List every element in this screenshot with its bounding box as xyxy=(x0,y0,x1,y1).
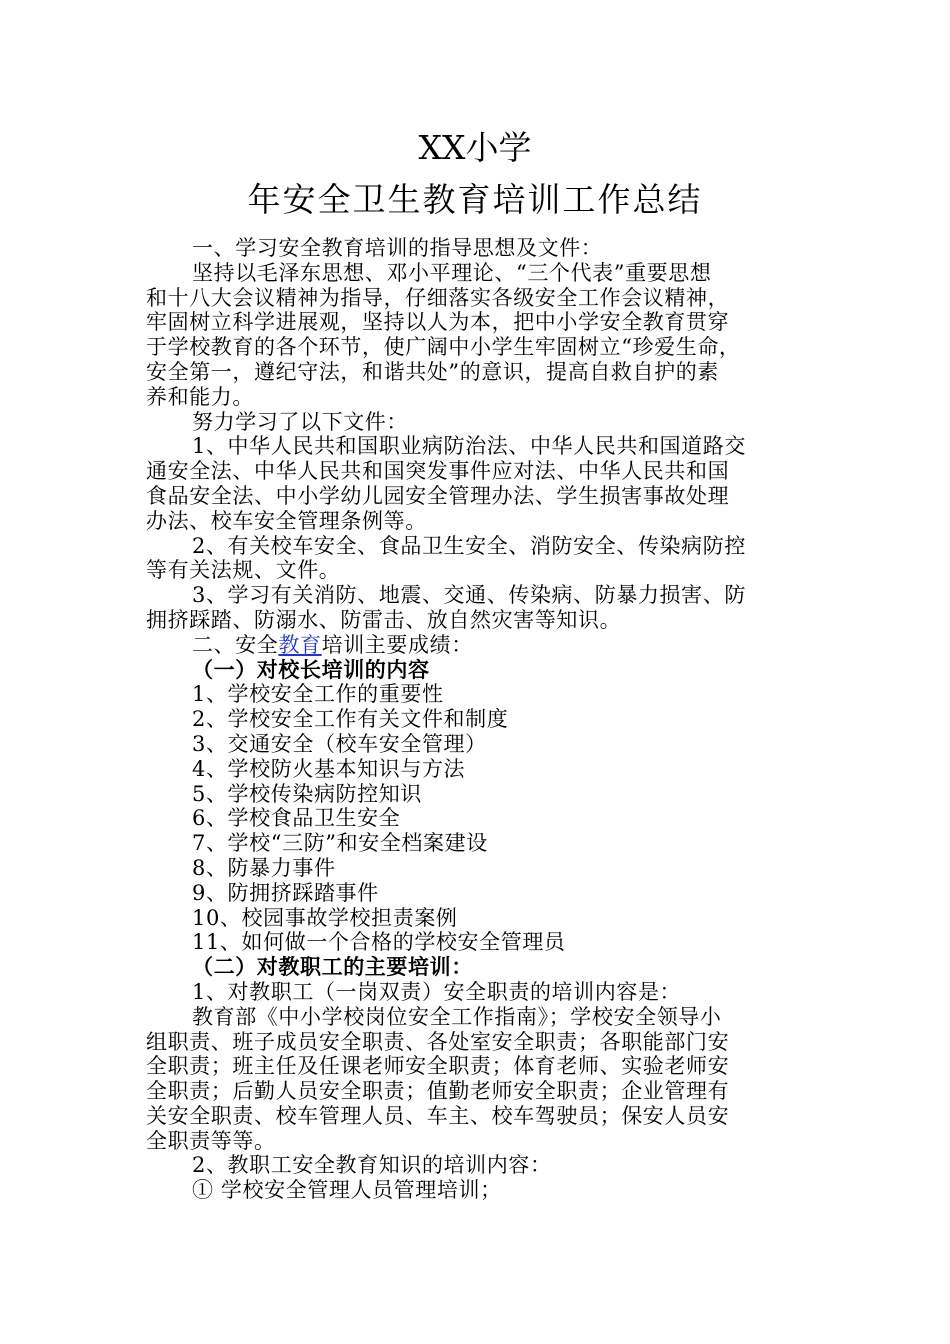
section-two xyxy=(146,658,811,1204)
document-title-school: XX小学 xyxy=(418,128,532,167)
section-two-suffix: 培训主要成绩： xyxy=(321,632,473,657)
subsection-heading: （二）对教职工的主要培训： xyxy=(192,954,473,980)
section-two-prefix: 二、安全 xyxy=(192,632,279,657)
paragraph-line: 食品安全法、中小学幼儿园安全管理办法、学生损害事故处理 xyxy=(146,483,730,508)
paragraph-line: 拥挤踩踏、防溺水、防雷击、放自然灾害等知识。 xyxy=(146,607,622,632)
paragraph-line: 10、校园事故学校担责案例 xyxy=(192,905,458,930)
paragraph-line: 2、有关校车安全、食品卫生安全、消防安全、传染病防控 xyxy=(192,533,746,558)
paragraph-line: 5、学校传染病防控知识 xyxy=(192,781,422,806)
paragraph-line: 全职责；班主任及任课老师安全职责；体育老师、实验老师安 xyxy=(146,1054,730,1079)
paragraph-line: 通安全法、中华人民共和国突发事件应对法、中华人民共和国 xyxy=(146,459,730,484)
paragraph-line: 9、防拥挤踩踏事件 xyxy=(192,880,379,905)
paragraph-line: 11、如何做一个合格的学校安全管理员 xyxy=(192,930,566,955)
document-body xyxy=(146,236,811,1203)
paragraph-line: 4、学校防火基本知识与方法 xyxy=(192,756,466,781)
paragraph-line: 6、学校食品卫生安全 xyxy=(192,806,401,831)
paragraph-line: 关安全职责、校车管理人员、车主、校车驾驶员；保安人员安 xyxy=(146,1103,730,1128)
paragraph-line: 2、教职工安全教育知识的培训内容： xyxy=(192,1153,552,1178)
paragraph-line: 1、学校安全工作的重要性 xyxy=(192,682,444,707)
paragraph-line: 努力学习了以下文件： xyxy=(192,409,408,434)
paragraph-line: 于学校教育的各个环节，使广阔中小学生牢固树立“珍爱生命， xyxy=(146,335,741,360)
paragraph-line: 养和能力。 xyxy=(146,384,254,409)
paragraph-line: ① 学校安全管理人员管理培训； xyxy=(192,1178,502,1203)
paragraph-line: 坚持以毛泽东思想、邓小平理论、“三个代表”重要思想 xyxy=(192,260,712,285)
paragraph-line: 办法、校车安全管理条例等。 xyxy=(146,508,427,533)
paragraph-line: 一、学习安全教育培训的指导思想及文件： xyxy=(192,236,603,260)
paragraph-line: 3、学习有关消防、地震、交通、传染病、防暴力损害、防 xyxy=(192,583,746,608)
paragraph-line: 全职责；后勤人员安全职责；值勤老师安全职责；企业管理有 xyxy=(146,1079,730,1104)
paragraph-line: 全职责等等。 xyxy=(146,1128,276,1153)
document-title-main: 年安全卫生教育培训工作总结 xyxy=(247,180,703,219)
paragraph-line: 8、防暴力事件 xyxy=(192,855,336,880)
paragraph-line: 1、对教职工（一岗双责）安全职责的培训内容是： xyxy=(192,979,682,1004)
paragraph-line: 2、学校安全工作有关文件和制度 xyxy=(192,707,509,732)
section-two-heading xyxy=(146,633,811,658)
section-one xyxy=(146,236,811,633)
paragraph-line: 牢固树立科学进展观，坚持以人为本，把中小学安全教育贯穿 xyxy=(146,310,730,335)
paragraph-line: 3、交通安全（校车安全管理） xyxy=(192,731,487,756)
paragraph-line: 和十八大会议精神为指导，仔细落实各级安全工作会议精神， xyxy=(146,285,730,310)
subsection-heading: （一）对校长培训的内容 xyxy=(192,656,430,682)
paragraph-line: 教育部《中小学校岗位安全工作指南》；学校安全领导小 xyxy=(192,1004,722,1029)
paragraph-line: 1、中华人民共和国职业病防治法、中华人民共和国道路交 xyxy=(192,434,746,459)
paragraph-line: 等有关法规、文件。 xyxy=(146,558,341,583)
paragraph-line: 组职责、班子成员安全职责、各处室安全职责；各职能部门安 xyxy=(146,1029,730,1054)
education-link[interactable]: 教育 xyxy=(278,632,322,657)
paragraph-line: 安全第一，遵纪守法，和谐共处”的意识，提高自救自护的素 xyxy=(146,359,719,384)
paragraph-line: 7、学校“三防”和安全档案建设 xyxy=(192,831,488,856)
